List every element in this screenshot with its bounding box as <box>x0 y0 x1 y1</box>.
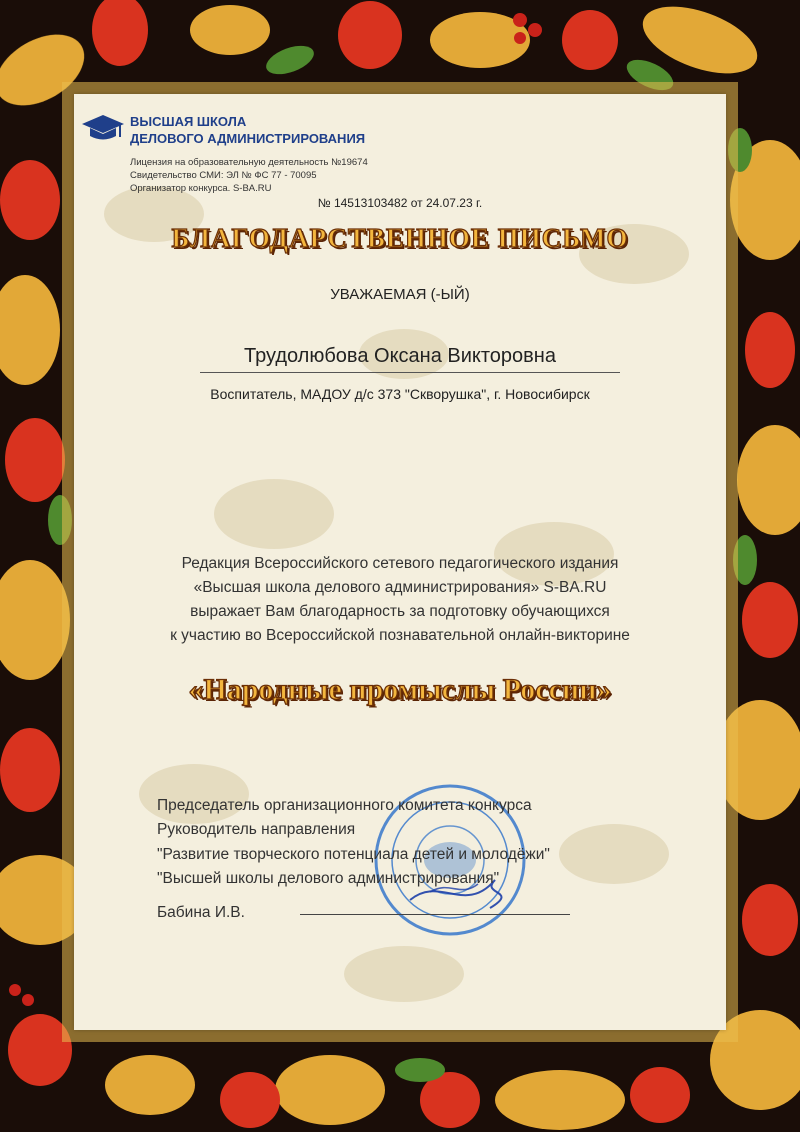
license-line: Лицензия на образовательную деятельность №19674 <box>130 157 368 168</box>
contest-name: «Народные промыслы России» <box>188 673 612 706</box>
media-cert-line: Свидетельство СМИ: ЭЛ № ФС 77 - 70095 <box>130 170 317 181</box>
signature-role-line: Председатель организационного комитета конкурса <box>157 797 532 814</box>
recipient-underline <box>200 372 620 373</box>
signature-role-line: Руководитель направления <box>157 821 356 838</box>
document-number: № 14513103482 от 24.07.23 г. <box>317 196 483 210</box>
body-line: к участию во Всероссийской познавательной онлайн-викторине <box>170 627 630 644</box>
organizer-line: Организатор конкурса. S-BA.RU <box>130 183 272 194</box>
org-name <box>130 113 365 147</box>
graduation-cap-icon <box>80 113 126 143</box>
signer-name: Бабина И.В. <box>157 904 245 921</box>
body-line: выражает Вам благодарность за подготовку обучающихся <box>190 603 610 620</box>
greeting: УВАЖАЕМАЯ (-ЫЙ) <box>330 286 470 303</box>
body-line: «Высшая школа делового администрирования» S-BA.RU <box>193 579 607 596</box>
recipient-name: Трудолюбова Оксана Викторовна <box>244 345 556 367</box>
body-line: Редакция Всероссийского сетевого педагогического издания <box>181 555 619 572</box>
signature-rule <box>300 914 570 915</box>
org-name-line1: ВЫСШАЯ ШКОЛА <box>130 114 247 129</box>
letter-title: БЛАГОДАРСТВЕННОЕ ПИСЬМО <box>171 223 629 253</box>
org-name-line2: ДЕЛОВОГО АДМИНИСТРИРОВАНИЯ <box>130 131 366 146</box>
recipient-position: Воспитатель, МАДОУ д/с 373 "Скворушка", г. Новосибирск <box>210 386 590 402</box>
signature-role-line: "Развитие творческого потенциала детей и молодёжи" <box>157 846 550 863</box>
signature-role-line: "Высшей школы делового администрирования" <box>157 870 500 887</box>
